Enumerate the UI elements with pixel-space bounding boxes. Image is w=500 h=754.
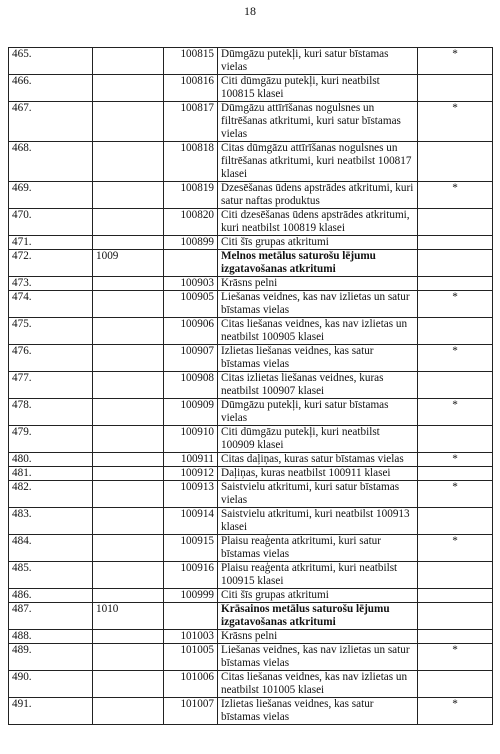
group-code-cell xyxy=(93,535,164,562)
hazard-mark-cell: * xyxy=(418,291,493,318)
row-number-cell: 480. xyxy=(9,453,93,467)
description-cell: Citi šīs grupas atkritumi xyxy=(218,589,418,603)
waste-code-cell: 100909 xyxy=(164,399,218,426)
row-number-cell: 471. xyxy=(9,236,93,250)
hazard-mark-cell: * xyxy=(418,481,493,508)
hazard-mark-cell xyxy=(418,508,493,535)
page-number: 18 xyxy=(244,4,256,18)
group-code-cell xyxy=(93,318,164,345)
hazard-mark-cell xyxy=(418,142,493,182)
row-number-cell: 466. xyxy=(9,75,93,102)
hazard-mark-cell: * xyxy=(418,644,493,671)
hazard-mark-cell xyxy=(418,277,493,291)
row-number-cell: 484. xyxy=(9,535,93,562)
description-cell: Dūmgāzu putekļi, kuri satur bīstamas vielas xyxy=(218,48,418,75)
description-cell: Citas dūmgāzu attīrīšanas nogulsnes un filtrēšanas atkritumi, kuri neatbilst 100817 klasei xyxy=(218,142,418,182)
row-number-cell: 475. xyxy=(9,318,93,345)
row-number-cell: 474. xyxy=(9,291,93,318)
waste-code-cell: 100910 xyxy=(164,426,218,453)
waste-code-cell: 101007 xyxy=(164,698,218,725)
row-number-cell: 478. xyxy=(9,399,93,426)
hazard-mark-cell xyxy=(418,467,493,481)
description-cell: Melnos metālus saturošu lējumu izgatavošanas atkritumi xyxy=(218,250,418,277)
hazard-mark-cell: * xyxy=(418,399,493,426)
group-code-cell xyxy=(93,630,164,644)
row-number-cell: 476. xyxy=(9,345,93,372)
description-cell: Krāsainos metālus saturošu lējumu izgatavošanas atkritumi xyxy=(218,603,418,630)
hazard-mark-cell: * xyxy=(418,345,493,372)
table-row xyxy=(9,372,493,399)
table-row xyxy=(9,426,493,453)
group-code-cell xyxy=(93,426,164,453)
table-row xyxy=(9,291,493,318)
hazard-mark-cell xyxy=(418,209,493,236)
table-row xyxy=(9,562,493,589)
group-code-cell xyxy=(93,182,164,209)
table-row xyxy=(9,48,493,75)
description-cell: Izlietas liešanas veidnes, kas satur bīstamas vielas xyxy=(218,698,418,725)
waste-code-cell: 100816 xyxy=(164,75,218,102)
group-code-cell xyxy=(93,508,164,535)
group-code-cell xyxy=(93,644,164,671)
description-cell: Citi dūmgāzu putekļi, kuri neatbilst 100909 klasei xyxy=(218,426,418,453)
waste-code-cell: 100906 xyxy=(164,318,218,345)
row-number-cell: 472. xyxy=(9,250,93,277)
hazard-mark-cell xyxy=(418,426,493,453)
description-cell: Izlietas liešanas veidnes, kas satur bīstamas vielas xyxy=(218,345,418,372)
description-cell: Liešanas veidnes, kas nav izlietas un satur bīstamas vielas xyxy=(218,644,418,671)
table-row xyxy=(9,630,493,644)
row-number-cell: 482. xyxy=(9,481,93,508)
waste-code-cell: 100818 xyxy=(164,142,218,182)
group-code-cell xyxy=(93,467,164,481)
table-row xyxy=(9,142,493,182)
group-code-cell xyxy=(93,671,164,698)
waste-code-cell: 100911 xyxy=(164,453,218,467)
description-cell: Plaisu reaģenta atkritumi, kuri satur bīstamas vielas xyxy=(218,535,418,562)
hazard-mark-cell xyxy=(418,671,493,698)
waste-code-cell: 100819 xyxy=(164,182,218,209)
group-code-cell xyxy=(93,209,164,236)
row-number-cell: 468. xyxy=(9,142,93,182)
row-number-cell: 465. xyxy=(9,48,93,75)
table-row xyxy=(9,318,493,345)
waste-code-cell xyxy=(164,250,218,277)
group-code-cell xyxy=(93,277,164,291)
row-number-cell: 488. xyxy=(9,630,93,644)
description-cell: Citi dzesēšanas ūdens apstrādes atkritumi, kuri neatbilst 100819 klasei xyxy=(218,209,418,236)
waste-code-cell: 101006 xyxy=(164,671,218,698)
group-code-cell xyxy=(93,102,164,142)
hazard-mark-cell: * xyxy=(418,182,493,209)
waste-code-cell: 100815 xyxy=(164,48,218,75)
table-row xyxy=(9,603,493,630)
hazard-mark-cell: * xyxy=(418,535,493,562)
waste-code-cell xyxy=(164,603,218,630)
hazard-mark-cell: * xyxy=(418,48,493,75)
description-cell: Citi dūmgāzu putekļi, kuri neatbilst 100815 klasei xyxy=(218,75,418,102)
row-number-cell: 487. xyxy=(9,603,93,630)
description-cell: Plaisu reaģenta atkritumi, kuri neatbilst 100915 klasei xyxy=(218,562,418,589)
group-code-cell: 1010 xyxy=(93,603,164,630)
row-number-cell: 469. xyxy=(9,182,93,209)
group-code-cell xyxy=(93,142,164,182)
row-number-cell: 485. xyxy=(9,562,93,589)
group-code-cell xyxy=(93,372,164,399)
waste-code-cell: 100999 xyxy=(164,589,218,603)
row-number-cell: 491. xyxy=(9,698,93,725)
table-row xyxy=(9,182,493,209)
waste-code-cell: 100903 xyxy=(164,277,218,291)
table-row xyxy=(9,236,493,250)
table-row xyxy=(9,102,493,142)
table-row xyxy=(9,535,493,562)
table-row xyxy=(9,508,493,535)
table-row xyxy=(9,345,493,372)
table-row xyxy=(9,698,493,725)
group-code-cell xyxy=(93,291,164,318)
row-number-cell: 483. xyxy=(9,508,93,535)
description-cell: Citas izlietas liešanas veidnes, kuras neatbilst 100907 klasei xyxy=(218,372,418,399)
table-row xyxy=(9,277,493,291)
group-code-cell xyxy=(93,236,164,250)
waste-code-cell: 100899 xyxy=(164,236,218,250)
hazard-mark-cell xyxy=(418,589,493,603)
table-row xyxy=(9,399,493,426)
description-cell: Saistvielu atkritumi, kuri satur bīstamas vielas xyxy=(218,481,418,508)
row-number-cell: 479. xyxy=(9,426,93,453)
waste-code-cell: 100914 xyxy=(164,508,218,535)
row-number-cell: 473. xyxy=(9,277,93,291)
hazard-mark-cell: * xyxy=(418,453,493,467)
hazard-mark-cell xyxy=(418,318,493,345)
description-cell: Saistvielu atkritumi, kuri neatbilst 100913 klasei xyxy=(218,508,418,535)
row-number-cell: 470. xyxy=(9,209,93,236)
hazard-mark-cell xyxy=(418,372,493,399)
hazard-mark-cell xyxy=(418,562,493,589)
table-row xyxy=(9,589,493,603)
waste-code-cell: 100915 xyxy=(164,535,218,562)
description-cell: Liešanas veidnes, kas nav izlietas un satur bīstamas vielas xyxy=(218,291,418,318)
waste-code-cell: 100913 xyxy=(164,481,218,508)
group-code-cell xyxy=(93,399,164,426)
row-number-cell: 490. xyxy=(9,671,93,698)
hazard-mark-cell xyxy=(418,250,493,277)
description-cell: Daļiņas, kuras neatbilst 100911 klasei xyxy=(218,467,418,481)
hazard-mark-cell xyxy=(418,236,493,250)
waste-code-cell: 100905 xyxy=(164,291,218,318)
description-cell: Citas liešanas veidnes, kas nav izlietas un neatbilst 101005 klasei xyxy=(218,671,418,698)
waste-code-cell: 100817 xyxy=(164,102,218,142)
row-number-cell: 481. xyxy=(9,467,93,481)
group-code-cell xyxy=(93,48,164,75)
table-row xyxy=(9,453,493,467)
description-cell: Dzesēšanas ūdens apstrādes atkritumi, kuri satur naftas produktus xyxy=(218,182,418,209)
group-code-cell xyxy=(93,453,164,467)
waste-code-cell: 101003 xyxy=(164,630,218,644)
table-row xyxy=(9,467,493,481)
hazard-mark-cell: * xyxy=(418,698,493,725)
description-cell: Citas liešanas veidnes, kas nav izlietas un neatbilst 100905 klasei xyxy=(218,318,418,345)
group-code-cell: 1009 xyxy=(93,250,164,277)
table-row xyxy=(9,250,493,277)
waste-code-cell: 100820 xyxy=(164,209,218,236)
waste-code-cell: 100912 xyxy=(164,467,218,481)
row-number-cell: 486. xyxy=(9,589,93,603)
description-cell: Dūmgāzu attīrīšanas nogulsnes un filtrēšanas atkritumi, kuri satur bīstamas vielas xyxy=(218,102,418,142)
group-code-cell xyxy=(93,562,164,589)
table-row xyxy=(9,75,493,102)
table-row xyxy=(9,644,493,671)
table-row xyxy=(9,671,493,698)
group-code-cell xyxy=(93,345,164,372)
group-code-cell xyxy=(93,698,164,725)
waste-classification-table xyxy=(8,47,493,725)
row-number-cell: 477. xyxy=(9,372,93,399)
table-body xyxy=(9,48,493,725)
waste-code-cell: 100916 xyxy=(164,562,218,589)
hazard-mark-cell: * xyxy=(418,102,493,142)
hazard-mark-cell xyxy=(418,603,493,630)
table-row xyxy=(9,481,493,508)
description-cell: Krāsns pelni xyxy=(218,277,418,291)
description-cell: Krāsns pelni xyxy=(218,630,418,644)
row-number-cell: 489. xyxy=(9,644,93,671)
hazard-mark-cell xyxy=(418,75,493,102)
description-cell: Citas daļiņas, kuras satur bīstamas vielas xyxy=(218,453,418,467)
description-cell: Dūmgāzu putekļi, kuri satur bīstamas vielas xyxy=(218,399,418,426)
table-row xyxy=(9,209,493,236)
group-code-cell xyxy=(93,589,164,603)
waste-code-cell: 100907 xyxy=(164,345,218,372)
waste-code-cell: 100908 xyxy=(164,372,218,399)
waste-code-cell: 101005 xyxy=(164,644,218,671)
group-code-cell xyxy=(93,75,164,102)
group-code-cell xyxy=(93,481,164,508)
description-cell: Citi šīs grupas atkritumi xyxy=(218,236,418,250)
hazard-mark-cell xyxy=(418,630,493,644)
row-number-cell: 467. xyxy=(9,102,93,142)
